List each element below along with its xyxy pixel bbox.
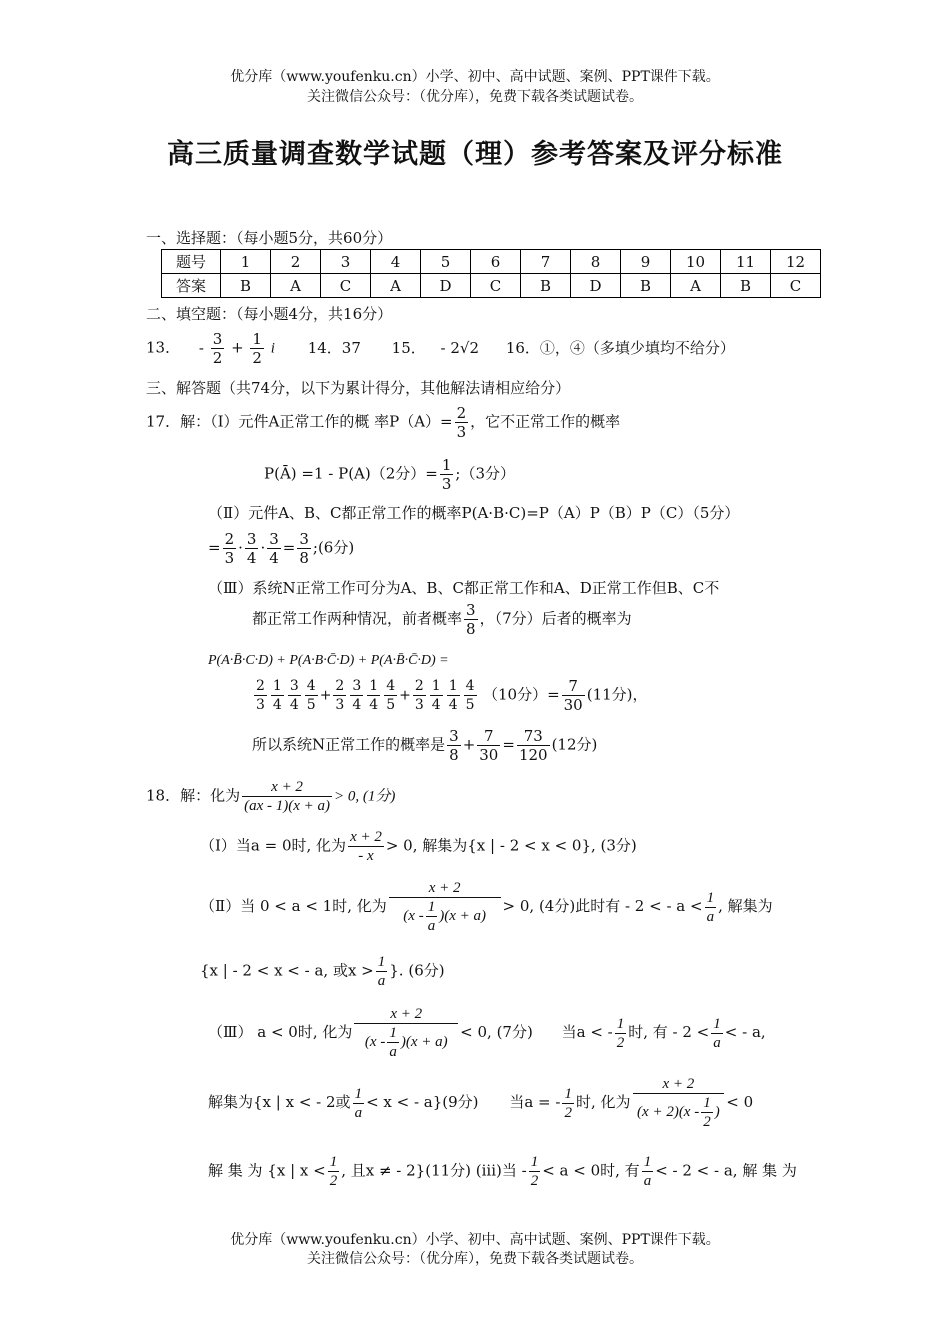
q18-line-6 bbox=[208, 1075, 753, 1131]
q17-text: 17．解：（Ⅰ）元件A正常工作的概 率P（A）= bbox=[146, 412, 453, 431]
table-cell: 3 bbox=[321, 250, 371, 274]
q17-line-8 bbox=[252, 677, 648, 714]
q13-imag-unit: i bbox=[270, 340, 275, 357]
q17-line-6 bbox=[252, 601, 632, 638]
term2-frac: $\frac{2}{3}$ bbox=[335, 678, 345, 713]
q17-text: (11分)， bbox=[586, 685, 648, 704]
q18-fraction: $\frac{x + 2}{- x}$ bbox=[350, 829, 382, 864]
table-cell: C bbox=[771, 274, 821, 298]
q14-answer: 14．37 bbox=[307, 338, 361, 357]
term1-frac: $\frac{1}{4}$ bbox=[272, 678, 282, 713]
q17-fraction: $\frac{7}{30}$ bbox=[479, 727, 499, 764]
q18-fraction: $\frac{1}{2}$ bbox=[530, 1154, 539, 1189]
footer-line-1: 优分库（www.youfenku.cn）小学、初中、高中试题、案例、PPT课件下载。 bbox=[230, 1232, 720, 1248]
q17-line-3: （Ⅱ）元件A、B、C都正常工作的概率P(A·B·C)=P（A）P（B）P（C）（5分） bbox=[208, 504, 740, 522]
table-cell: 10 bbox=[671, 250, 721, 274]
q18-text: 时, 化为 bbox=[575, 1093, 631, 1111]
table-cell: D bbox=[421, 274, 471, 298]
q18-text: {x | x < - 2或 bbox=[253, 1093, 351, 1111]
q17-text: P(Ā) =1 - P(A)（2分）= bbox=[264, 464, 438, 483]
q18-line-4 bbox=[200, 953, 445, 990]
q18-text: > 0, (1分) bbox=[334, 788, 396, 805]
q17-text: (12分) bbox=[551, 735, 598, 754]
footer-line-2: 关注微信公众号：（优分库），免费下载各类试题试卷。 bbox=[307, 1251, 643, 1267]
q18-fraction: $\frac{1}{a}$ bbox=[377, 954, 386, 989]
term2-frac: $\frac{1}{4}$ bbox=[369, 678, 379, 713]
q18-text: < 0 bbox=[726, 1093, 754, 1111]
plus-sign: + bbox=[319, 687, 332, 704]
q17-line-4 bbox=[208, 530, 354, 567]
table-cell: A bbox=[671, 274, 721, 298]
table-cell: D bbox=[571, 274, 621, 298]
q18-text: 解 集 为 {x | x < bbox=[208, 1161, 326, 1180]
table-cell: 8 bbox=[571, 250, 621, 274]
q18-text: < a < 0时, 有 bbox=[542, 1161, 640, 1180]
equals-sign: = bbox=[502, 735, 515, 754]
q17-text: 所以系统N正常工作的概率是 bbox=[252, 735, 446, 754]
q18-line-1 bbox=[146, 778, 395, 815]
q17-text: （10分）= bbox=[482, 685, 560, 704]
table-cell: A bbox=[371, 274, 421, 298]
dot: · bbox=[238, 538, 243, 557]
table-cell: B bbox=[521, 274, 571, 298]
term2-frac: $\frac{4}{5}$ bbox=[386, 678, 396, 713]
q17-fraction: $\frac{73}{120}$ bbox=[518, 727, 548, 764]
q17-line-2 bbox=[264, 456, 515, 493]
term3-frac: $\frac{1}{4}$ bbox=[431, 678, 441, 713]
q18-text: （Ⅲ） a < 0时, 化为 bbox=[208, 1023, 353, 1041]
table-cell: C bbox=[471, 274, 521, 298]
q17-fraction: $\frac{2}{3}$ bbox=[224, 530, 235, 567]
q18-fraction: $\frac{1}{2}$ bbox=[564, 1085, 572, 1121]
table-row-answers bbox=[162, 274, 821, 298]
table-cell: 1 bbox=[221, 250, 271, 274]
q17-fraction: $\frac{3}{8}$ bbox=[299, 530, 309, 567]
q18-line-5 bbox=[208, 1005, 766, 1061]
term2-frac: $\frac{3}{4}$ bbox=[352, 678, 362, 713]
table-cell: 9 bbox=[621, 250, 671, 274]
q17-line-7: P(A·B̄·C·D) + P(A·B·C̄·D) + P(A·B̄·C̄·D) = bbox=[208, 653, 449, 668]
dot: · bbox=[260, 538, 266, 557]
table-cell: 5 bbox=[421, 250, 471, 274]
page-title: 高三质量调查数学试题（理）参考答案及评分标准 bbox=[167, 139, 783, 170]
table-cell: 4 bbox=[371, 250, 421, 274]
plus-sign: + bbox=[462, 735, 476, 754]
q13-label: 13． bbox=[146, 338, 181, 357]
q18-text: < - a, bbox=[724, 1023, 766, 1041]
table-row-numbers bbox=[162, 250, 821, 274]
q18-text: {x | - 2 < x < - a, 或x > bbox=[200, 961, 374, 980]
q16-answer: 16．①，④（多填少填均不给分） bbox=[505, 338, 735, 357]
q18-fraction: $\frac{1}{2}$ bbox=[329, 1154, 338, 1189]
q18-text: , 且x ≠ - 2}(11分) (iii)当 - bbox=[341, 1161, 527, 1180]
q18-line-7 bbox=[208, 1153, 797, 1190]
term3-frac: $\frac{2}{3}$ bbox=[414, 678, 424, 713]
q18-text: （Ⅰ）当a = 0时, 化为 bbox=[200, 836, 347, 855]
q18-fraction: $\frac{1}{a}$ bbox=[713, 1015, 721, 1051]
q18-fraction: $\frac{1}{a}$ bbox=[706, 889, 715, 925]
q18-text: < x < - a}(9分) bbox=[366, 1093, 479, 1111]
header-line-1: 优分库（www.youfenku.cn）小学、初中、高中试题、案例、PPT课件下载。 bbox=[230, 69, 720, 85]
term1-frac: $\frac{4}{5}$ bbox=[306, 678, 316, 713]
q18-fraction: x + 2 (x - $\frac{1}{a}$ )(x + a) bbox=[354, 1005, 458, 1061]
q18-text: （Ⅱ）当 0 < a < 1时, 化为 bbox=[200, 897, 387, 915]
table-cell: C bbox=[321, 274, 371, 298]
q18-text: 解集为 bbox=[208, 1093, 254, 1111]
table-cell: B bbox=[621, 274, 671, 298]
table-cell: B bbox=[721, 274, 771, 298]
q13-fraction-2: $\frac{1}{2}$ bbox=[252, 330, 262, 367]
q13-fraction-1: $\frac{3}{2}$ bbox=[212, 330, 223, 367]
header-line-2: 关注微信公众号：（优分库），免费下载各类试题试卷。 bbox=[307, 89, 643, 105]
term3-frac: $\frac{1}{4}$ bbox=[448, 678, 458, 713]
q17-line-1 bbox=[146, 404, 620, 441]
q17-line-9 bbox=[252, 727, 597, 764]
equals-sign: = bbox=[208, 538, 221, 557]
q18-text: > 0, 解集为{x | - 2 < x < 0}, (3分) bbox=[385, 836, 637, 855]
q18-text: }. (6分) bbox=[389, 961, 445, 980]
table-cell: A bbox=[271, 274, 321, 298]
q17-fraction: $\frac{7}{30}$ bbox=[563, 677, 583, 714]
q17-fraction: $\frac{3}{8}$ bbox=[449, 727, 459, 764]
q18-text: < 0, (7分) bbox=[460, 1023, 533, 1041]
q18-text: < - 2 < - a, 解 集 为 bbox=[655, 1161, 797, 1180]
q13-sign: - bbox=[198, 338, 204, 357]
table-cell: 答案 bbox=[162, 274, 221, 298]
term3-frac: $\frac{4}{5}$ bbox=[465, 678, 475, 713]
table-cell: 2 bbox=[271, 250, 321, 274]
q18-fraction: x + 2 (x + 2)(x - $\frac{1}{2}$ ) bbox=[633, 1075, 725, 1131]
q13-plus: + bbox=[231, 338, 244, 357]
section1-heading: 一、选择题：（每小题5分，共60分） bbox=[146, 229, 393, 247]
q17-fraction: $\frac{1}{3}$ bbox=[441, 456, 452, 493]
q18-line-3 bbox=[200, 879, 773, 935]
q17-fraction: $\frac{3}{8}$ bbox=[466, 601, 476, 638]
q17-fraction: $\frac{3}{4}$ bbox=[269, 530, 279, 567]
q18-fraction: x + 2 (x - $\frac{1}{a}$ )(x + a) bbox=[389, 879, 501, 935]
plus-sign: + bbox=[399, 687, 411, 704]
q18-text: 时, 有 - 2 < bbox=[628, 1023, 710, 1041]
q17-text: 都正常工作两种情况，前者概率 bbox=[252, 609, 463, 628]
section3-heading: 三、解答题（共74分，以下为累计得分，其他解法请相应给分） bbox=[146, 379, 571, 397]
q17-text: ;(6分) bbox=[312, 538, 355, 557]
table-cell: 6 bbox=[471, 250, 521, 274]
q17-text: ，（7分）后者的概率为 bbox=[479, 609, 632, 628]
table-cell: 题号 bbox=[162, 250, 221, 274]
answer-table bbox=[161, 249, 821, 298]
q18-line-2 bbox=[200, 828, 637, 865]
table-cell: 7 bbox=[521, 250, 571, 274]
q17-text: ;（3分） bbox=[455, 464, 516, 483]
q17-fraction: $\frac{3}{4}$ bbox=[246, 530, 257, 567]
q15-answer: - 2√2 bbox=[440, 338, 480, 357]
fill-answers-line bbox=[146, 330, 735, 367]
q17-line-5: （Ⅲ）系统N正常工作可分为A、B、C都正常工作和A、D正常工作但B、C不 bbox=[208, 579, 720, 597]
q15-label: 15． bbox=[391, 338, 426, 357]
q18-fraction: $\frac{1}{a}$ bbox=[354, 1085, 363, 1121]
table-cell: 12 bbox=[771, 250, 821, 274]
equals-sign: = bbox=[282, 538, 296, 557]
q18-text: 当a = - bbox=[509, 1093, 561, 1111]
table-cell: 11 bbox=[721, 250, 771, 274]
section2-heading: 二、填空题：（每小题4分，共16分） bbox=[146, 305, 393, 323]
q17-fraction: $\frac{2}{3}$ bbox=[456, 404, 467, 441]
q18-text: > 0, (4分)此时有 - 2 < - a < bbox=[502, 897, 703, 915]
q18-fraction: $\frac{x + 2}{(ax - 1)(x + a)}$ bbox=[244, 779, 331, 814]
q18-text: 当a < - bbox=[561, 1023, 613, 1041]
q18-text: 18．解：化为 bbox=[146, 786, 241, 805]
q18-fraction: $\frac{1}{a}$ bbox=[643, 1154, 652, 1189]
q17-text: ，它不正常工作的概率 bbox=[470, 412, 621, 431]
table-cell: B bbox=[221, 274, 271, 298]
term1-frac: $\frac{2}{3}$ bbox=[256, 678, 265, 713]
term1-frac: $\frac{3}{4}$ bbox=[289, 678, 299, 713]
q18-text: , 解集为 bbox=[718, 897, 773, 915]
q18-fraction: $\frac{1}{2}$ bbox=[616, 1015, 625, 1051]
